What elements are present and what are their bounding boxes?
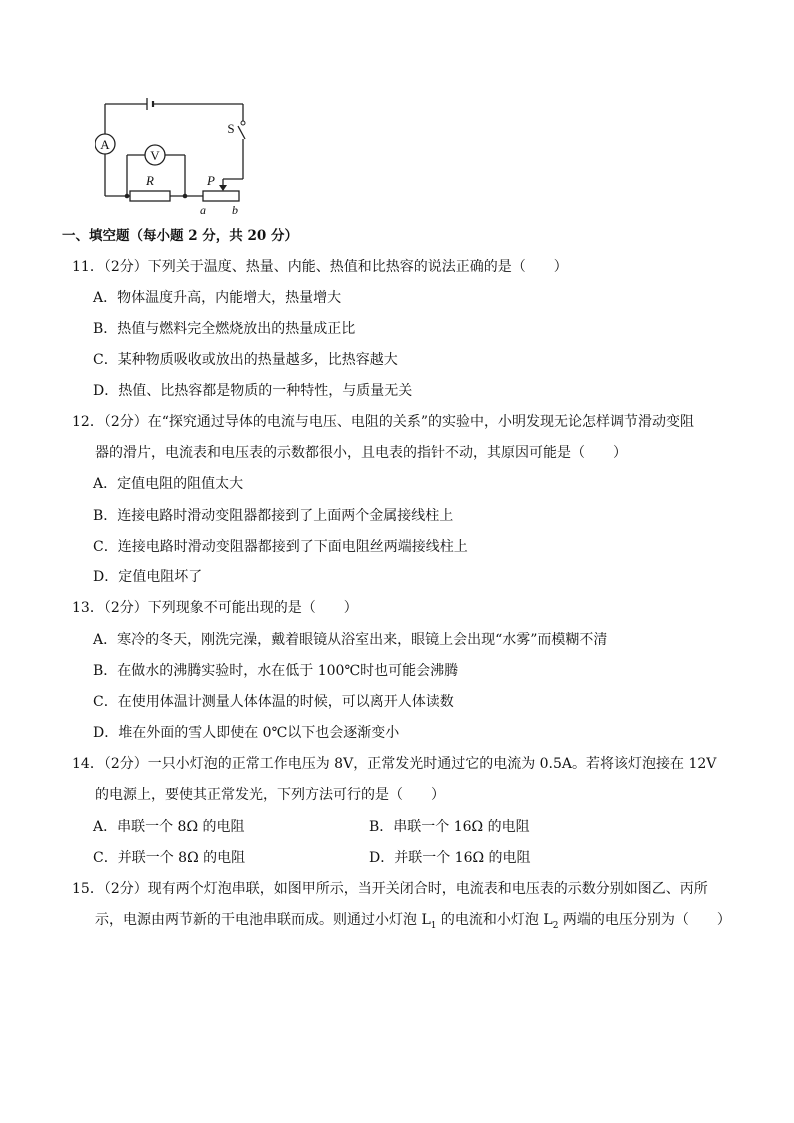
- question-14-stem-line-2: 的电源上，要使其正常发光，下列方法可行的是（ ）: [95, 787, 445, 803]
- question-12-stem-line-2: 器的滑片，电流表和电压表的示数都很小，且电表的指针不动，其原因可能是（ ）: [95, 445, 627, 461]
- resistor-label: R: [146, 173, 154, 188]
- circuit-diagram: [95, 95, 255, 217]
- question-11-option-a: A．物体温度升高，内能增大，热量增大: [93, 290, 342, 306]
- slider-label: P: [207, 173, 215, 188]
- question-12-option-a: A．定值电阻的阻值太大: [93, 476, 244, 492]
- question-14-option-c: C．并联一个 8Ω 的电阻: [93, 850, 246, 866]
- question-11-option-b: B．热值与燃料完全燃烧放出的热量成正比: [93, 321, 356, 337]
- resistor-r: [130, 191, 170, 201]
- question-14-stem-line-1: 14．（2分）一只小灯泡的正常工作电压为 8V，正常发光时通过它的电流为 0.5A。若将该灯泡接在 12V: [72, 756, 717, 772]
- question-13-option-d: D．堆在外面的雪人即使在 0℃以下也会逐渐变小: [93, 725, 400, 741]
- question-11-option-c: C．某种物质吸收或放出的热量越多，比热容越大: [93, 352, 398, 368]
- question-15-stem-line-1: 15．（2分）现有两个灯泡串联，如图甲所示，当开关闭合时，电流表和电压表的示数分别如图乙、丙所: [72, 881, 708, 897]
- question-12-option-c: C．连接电路时滑动变阻器都接到了下面电阻丝两端接线柱上: [93, 539, 468, 555]
- question-13-option-b: B．在做水的沸腾实验时，水在低于 100℃时也可能会沸腾: [93, 663, 459, 679]
- voltmeter-label: V: [150, 148, 160, 163]
- subscript-2: 2: [552, 920, 559, 931]
- question-11-option-d: D．热值、比热容都是物质的一种特性，与质量无关: [93, 383, 413, 399]
- section-title: 一、填空题（每小题 2 分，共 20 分）: [62, 228, 298, 244]
- question-14-option-b: B．串联一个 16Ω 的电阻: [369, 819, 530, 835]
- subscript-1: 1: [430, 920, 437, 931]
- question-15-text-part-3: 两端的电压分别为（ ）: [558, 912, 731, 928]
- end-b-label: b: [232, 203, 238, 217]
- question-15-stem-line-2: [95, 910, 731, 936]
- question-13-stem: 13．（2分）下列现象不可能出现的是（ ）: [72, 600, 358, 616]
- rheostat: [203, 191, 239, 201]
- question-12-option-b: B．连接电路时滑动变阻器都接到了上面两个金属接线柱上: [93, 508, 454, 524]
- question-14-option-d: D．并联一个 16Ω 的电阻: [369, 850, 531, 866]
- question-13-option-c: C．在使用体温计测量人体体温的时候，可以离开人体读数: [93, 694, 454, 710]
- switch-label: S: [227, 121, 235, 136]
- ammeter-label: A: [100, 137, 110, 152]
- question-11-stem: 11．（2分）下列关于温度、热量、内能、热值和比热容的说法正确的是（ ）: [72, 259, 568, 275]
- question-15-text-part-1: 示，电源由两节新的干电池串联而成。则通过小灯泡 L: [95, 912, 431, 928]
- switch-s: [238, 126, 245, 139]
- question-12-option-d: D．定值电阻坏了: [93, 569, 203, 585]
- question-15-text-part-2: 的电流和小灯泡 L: [436, 912, 553, 928]
- question-13-option-a: A．寒冷的冬天，刚洗完澡，戴着眼镜从浴室出来，眼镜上会出现“水雾”而模糊不清: [93, 632, 608, 648]
- question-14-option-a: A．串联一个 8Ω 的电阻: [93, 819, 245, 835]
- question-12-stem-line-1: 12．（2分）在“探究通过导体的电流与电压、电阻的关系”的实验中，小明发现无论怎样调节滑动变阻: [72, 414, 695, 430]
- end-a-label: a: [200, 203, 206, 217]
